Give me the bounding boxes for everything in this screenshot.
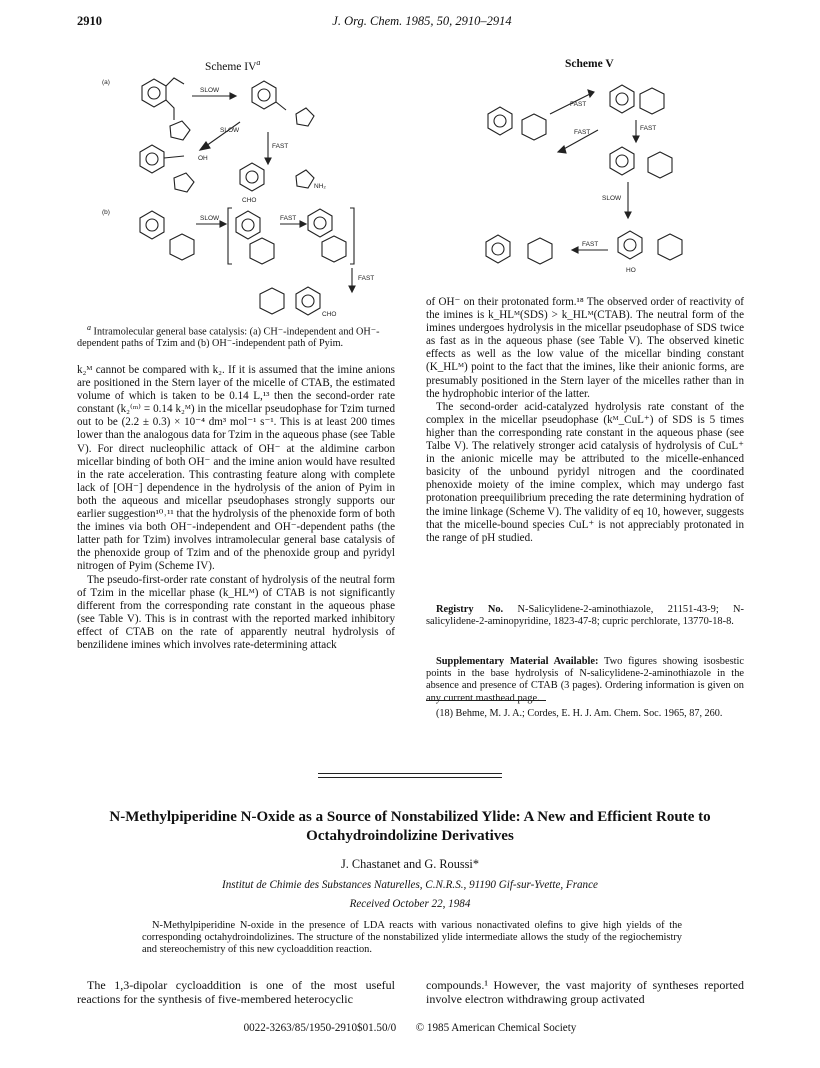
pyridine-b3 xyxy=(322,236,346,262)
arrowhead-slow-v xyxy=(625,212,631,218)
page-footer xyxy=(100,1022,720,1034)
scheme-v-drawing xyxy=(478,72,710,284)
right-column-text xyxy=(426,296,744,545)
intro-left xyxy=(77,978,395,1006)
abstract-text: N-Methylpiperidine N-oxide in the presence of LDA reacts with various nonactivated olefins to give high yields of the corresponding octahydroindolizines. The structure of the nonstabilized ylide intermediate allows the study of the regiochemistry and stereochemistry of this new cycloaddition reaction. xyxy=(142,920,682,956)
thiazole-a3 xyxy=(174,173,194,192)
pyridine-v5 xyxy=(658,234,682,260)
label-fast-v: FAST xyxy=(640,125,657,132)
reference-18 xyxy=(426,708,744,720)
pyridine-v4 xyxy=(528,238,552,264)
arrowhead-a1 xyxy=(230,93,236,99)
intro-left-text: The 1,3-dipolar cycloaddition is one of the most useful reactions for the synthesis of five-membered heterocyclic xyxy=(77,978,395,1006)
label-slow-diagonal: SLOW xyxy=(220,127,240,134)
bond-a3 xyxy=(164,156,184,158)
supplementary-label: Supplementary Material Available: xyxy=(436,656,599,667)
benzene-ring-v3 xyxy=(610,147,634,175)
arrowhead-fast-up xyxy=(588,90,594,97)
thiazole-a1 xyxy=(170,121,190,140)
right-paragraph-2: The second-order acid-catalyzed hydrolysis rate constant of the complex in the micellar pseudophase (kᴹ_CuL⁺) of SDS is 5 times higher than the corresponding rate constant in the aqueous phase (see Talbe V). The relatively stronger acid catalysis of hydrolysis of CuL⁺ in the anionic micelle may be attributed to the micelle-enhanced basicity of the unbound pyridyl nitrogen and the coordinated phenoxide moiety of the imine complex, which may undergo fast protonation preequilibrium preceding the rate determining hydration of the imine linkage (Scheme V). The validity of eq 10, however, suggests that the micelle-bound species CuL⁺ is not appreciably protonated in the range of pH studied. xyxy=(426,400,744,544)
pyridine-v1 xyxy=(522,114,546,140)
running-header xyxy=(77,14,767,32)
article-received: Received October 22, 1984 xyxy=(349,898,471,910)
label-nh2-a: NH₂ xyxy=(314,183,326,190)
supplementary-text: Two figures showing isosbestic points in the base hydrolysis of N-salicylidene-2-aminothiazole in the absence and presence of CTAB (3 pages). Ordering information is given on any current masthead page. xyxy=(426,656,744,704)
journal-citation: J. Org. Chem. 1985, 50, 2910–2914 xyxy=(332,14,512,28)
label-slow-a1: SLOW xyxy=(200,87,220,94)
scheme-iv-title xyxy=(205,58,260,73)
bond-a2 xyxy=(276,102,286,110)
arrow-slow-diagonal xyxy=(206,122,240,146)
pyridine-v3 xyxy=(648,152,672,178)
arrowhead-fast-v xyxy=(633,136,639,142)
label-fast-down: FAST xyxy=(272,143,289,150)
article-separator-top xyxy=(318,773,502,774)
left-paragraph-2: The pseudo-first-order rate constant of hydrolysis of the neutral form of Tzim in the micellar phase (k_HLᴹ) of CTAB is not significantly different from the corresponding rate constant in the aqueous phase (see Table V). This is in contrast with the reported marked inhibitory effect of CTAB on the rate of apparently neutral hydrolysis of benzilidene imines which involves rate-determining attack xyxy=(77,573,395,651)
thiazole-a2 xyxy=(296,108,314,126)
arrowhead-fast-b-down xyxy=(349,286,355,292)
supplementary-section xyxy=(426,656,744,705)
aromatic-circle-b2 xyxy=(242,219,254,231)
aromatic-circle-b3 xyxy=(314,217,326,229)
arrowhead-diagonal xyxy=(200,142,210,150)
label-fast-up: FAST xyxy=(570,101,587,108)
benzene-ring-b1 xyxy=(140,211,164,239)
aromatic-circle-a2 xyxy=(258,89,270,101)
scheme-iv-drawing xyxy=(100,74,390,316)
bracket-right xyxy=(350,208,354,264)
aromatic-circle-v1 xyxy=(494,115,506,127)
arrowhead-fast-down xyxy=(265,158,271,164)
footer-copyright: © 1985 American Chemical Society xyxy=(415,1022,577,1034)
label-cho-b: CHO xyxy=(322,311,337,316)
article-separator-bottom xyxy=(318,777,502,778)
aromatic-circle-b4 xyxy=(302,295,314,307)
arrowhead-fast-back xyxy=(558,146,566,153)
aromatic-circle-a1 xyxy=(148,87,160,99)
reference-text: (18) Behme, M. J. A.; Cordes, E. H. J. Am. Chem. Soc. 1965, 87, 260. xyxy=(436,708,723,719)
scheme-iv-title-sup: a xyxy=(256,58,261,67)
article-affiliation: Institut de Chimie des Substances Naturelles, C.N.R.S., 91190 Gif-sur-Yvette, France xyxy=(222,879,598,891)
aromatic-circle-v2 xyxy=(616,93,628,105)
scheme-iv-svg xyxy=(100,74,390,316)
footnote-sup: a xyxy=(87,323,91,332)
aromatic-circle-v4 xyxy=(492,243,504,255)
registry-section xyxy=(426,604,744,628)
benzene-ring-v2 xyxy=(610,85,634,113)
article-title: N-Methylpiperidine N-Oxide as a Source of Nonstabilized Ylide: A New and Efficient Route to Octahydroindolizine Derivatives xyxy=(109,809,711,844)
page-number: 2910 xyxy=(77,14,102,28)
right-paragraph-1: of OH⁻ on their protonated form.¹⁸ The observed order of reactivity of the imines is k_HLᴹ(SDS) > k_HLᴹ(CTAB). The neutral form of the imines undergoes hydrolysis in the micellar pseudophase of SDS twice as fast as in the aqueous phase (see Table V). The observed kinetic effects as well as the low value of the micellar binding constant (K_HLᴹ) point to the fact that the imines, like their anionic forms, are presumably positioned in the Stern layer of the micelles rather than in the hydrophobic interior of the latter. xyxy=(426,296,744,400)
benzene-ring-v1 xyxy=(488,107,512,135)
arrowhead-slow-b xyxy=(220,221,226,227)
arrowhead-fast-left xyxy=(572,247,578,253)
thiazole-a4 xyxy=(296,170,314,188)
bond-a1 xyxy=(166,100,174,120)
intro-right-text: compounds.¹ However, the vast majority of syntheses reported involve electron withdrawing group activated xyxy=(426,978,744,1006)
scheme-iv-title-text: Scheme IV xyxy=(205,60,257,73)
label-part-b: (b) xyxy=(102,209,110,216)
label-oh: OH xyxy=(198,155,208,162)
footer-code: 0022-3263/85/1950-2910$01.50/0 xyxy=(243,1022,397,1034)
registry-label: Registry No. xyxy=(436,604,504,615)
intro-right xyxy=(426,978,744,1006)
footnote-text: Intramolecular general base catalysis: (a) CH⁻-independent and OH⁻-dependent paths of Tzim and (b) OH⁻-independent path of Pyim. xyxy=(77,326,380,350)
benzene-ring-a3 xyxy=(140,145,164,173)
benzene-ring-b3 xyxy=(308,209,332,237)
registry-text: N-Salicylidene-2-aminothiazole, 21151-43-9; N-salicylidene-2-aminopyridine, 1823-47-8; cupric perchlorate, 13770-18-8. xyxy=(426,604,745,628)
aromatic-circle-v3 xyxy=(616,155,628,167)
pyridine-b4 xyxy=(260,288,284,314)
bracket-left xyxy=(228,208,232,264)
label-ho: HO xyxy=(626,267,636,274)
benzene-ring-a2 xyxy=(252,81,276,109)
article-abstract xyxy=(142,920,682,957)
benzene-ring-v4 xyxy=(486,235,510,263)
label-fast-b-down: FAST xyxy=(358,275,375,282)
scheme-iv-footnote xyxy=(77,322,395,350)
left-paragraph-1: k₂ᴹ cannot be compared with k₂. If it is assumed that the imine anions are positioned in the Stern layer of the micelle of CTAB, the estimated volume of which is taken to be 0.14 L,¹³ then the second-order rate constant (k₂⁽ᵐ⁾ = 0.14 k₂ᴹ) in the micellar pseudophase for Tzim turned out to be (2.2 ± 0.3) × 10⁻⁴ dm³ mol⁻¹ s⁻¹. This is at least 200 times lower than the analogous data for Tzim in the aqueous phase (see Table V). For direct nucleophilic attack of OH⁻ at the aldimine carbon micellar binding of both OH⁻ and the imine anion would have resulted in the rate acceleration. This contrasting feature along with complete lack of [OH⁻] dependence in the hydrolysis of the anion of Pyim in both the aqueous and micellar pseudophases strongly supports our earlier suggestion¹⁰˒¹¹ that the hydrolysis of the phenoxide form of both the imines via both OH⁻-independent and OH⁻-dependent paths (the latter path for Tzim) involves intramolecular general base catalysis of the phenoxide group of Tzim and of the phenoxide group and pyridyl nitrogen of Pyim (Scheme IV). xyxy=(77,364,395,573)
article-authors: J. Chastanet and G. Roussi* xyxy=(341,857,479,871)
benzene-ring-b2 xyxy=(236,211,260,239)
benzene-ring-b4 xyxy=(296,287,320,315)
scheme-v-title: Scheme V xyxy=(565,58,614,70)
bond-a1b xyxy=(166,78,184,86)
label-fast-back: FAST xyxy=(574,129,591,136)
left-column-text xyxy=(77,364,395,652)
label-slow-v: SLOW xyxy=(602,195,622,202)
aromatic-circle-a3 xyxy=(146,153,158,165)
pyridine-v2 xyxy=(640,88,664,114)
scheme-v-svg xyxy=(478,72,710,284)
benzene-ring-v5 xyxy=(618,231,642,259)
label-fast-b: FAST xyxy=(280,215,297,222)
benzene-ring-a1 xyxy=(142,79,166,107)
reference-rule xyxy=(426,700,546,701)
pyridine-b1 xyxy=(170,234,194,260)
pyridine-b2 xyxy=(250,238,274,264)
arrowhead-fast-b xyxy=(300,221,306,227)
label-fast-left: FAST xyxy=(582,241,599,248)
aromatic-circle-a4 xyxy=(246,171,258,183)
aromatic-circle-v5 xyxy=(624,239,636,251)
benzene-ring-a4 xyxy=(240,163,264,191)
label-part-a: (a) xyxy=(102,79,110,86)
label-cho-a: CHO xyxy=(242,197,257,204)
label-slow-b: SLOW xyxy=(200,215,220,222)
aromatic-circle-b1 xyxy=(146,219,158,231)
